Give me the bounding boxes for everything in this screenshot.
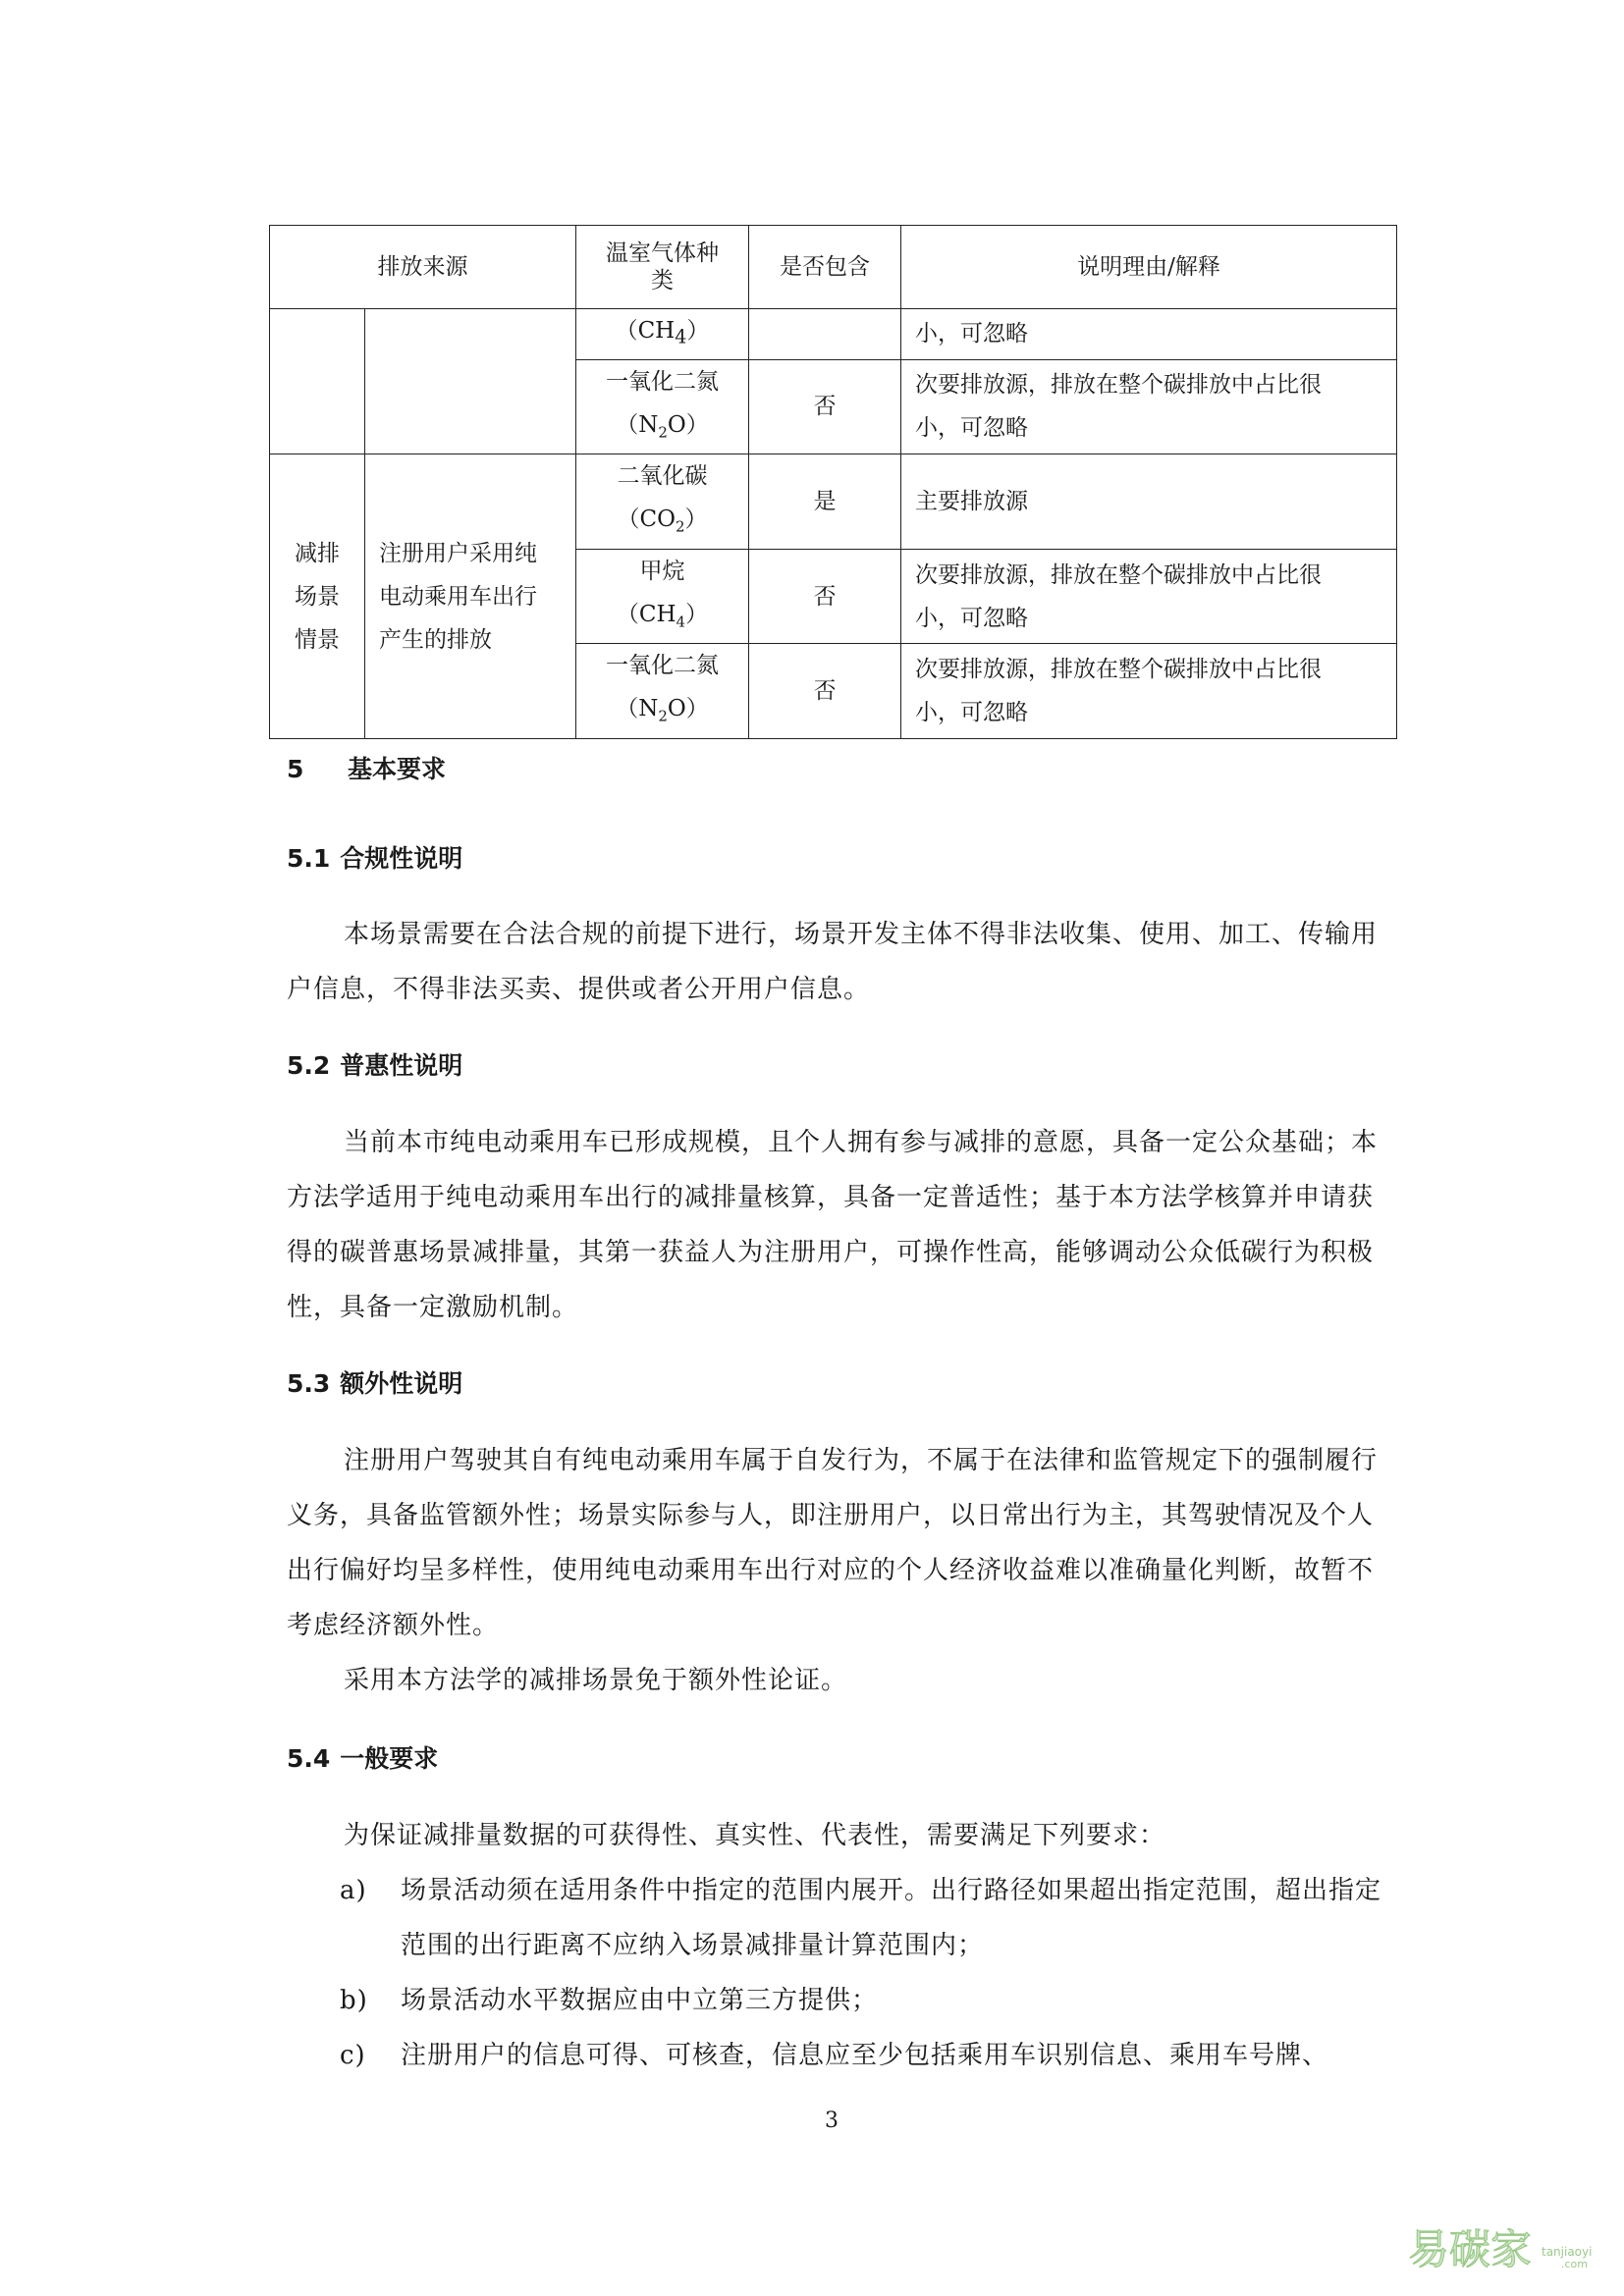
- watermark-logo: [1404, 2218, 1610, 2277]
- gas-cell: [576, 309, 749, 360]
- gas-name: 一氧化二氮: [606, 368, 719, 395]
- emission-table: [269, 225, 1397, 739]
- gas-cell: [576, 549, 749, 644]
- header-gas: 温室气体种类: [576, 226, 749, 309]
- section-5-heading: 5 基本要求: [287, 755, 447, 783]
- page-number: 3: [825, 2109, 839, 2133]
- scenario-category-cell: 减排 场景 情景: [270, 454, 365, 739]
- included-cell: 否: [749, 549, 901, 644]
- continued-category-cell: [270, 309, 365, 454]
- header-explanation: 说明理由/解释: [901, 226, 1397, 309]
- requirement-item-a: a) 场景活动须在适用条件中指定的范围内展开。出行路径如果超出指定范围，超出指定范围的出行距离不应纳入场景减排量计算范围内；: [340, 1876, 1382, 1960]
- included-cell: 是: [749, 454, 901, 550]
- included-cell: 否: [749, 644, 901, 739]
- gas-cell: [576, 359, 749, 454]
- section-5-2-heading: 5.2 普惠性说明: [287, 1051, 463, 1080]
- gas-formula: $(CH_4)$: [616, 601, 709, 631]
- section-5-1-paragraph: 本场景需要在合法合规的前提下进行，场景开发主体不得非法收集、使用、加工、传输用户信息，不得非法买卖、提供或者公开用户信息。: [287, 920, 1379, 1004]
- header-included: 是否包含: [749, 226, 901, 309]
- gas-formula: $(N_2O)$: [616, 411, 709, 442]
- scenario-source-cell: 注册用户采用纯 电动乘用车出行 产生的排放: [365, 454, 576, 739]
- gas-name: 一氧化二氮: [606, 653, 719, 679]
- continued-source-cell: [365, 309, 576, 454]
- section-5-1-heading: 5.1 合规性说明: [287, 844, 463, 873]
- explanation-cell: 主要排放源: [901, 454, 1397, 550]
- header-source: 排放来源: [270, 226, 576, 309]
- section-5-2-paragraph: 当前本市纯电动乘用车已形成规模，且个人拥有参与减排的意愿，具备一定公众基础；本方法学适用于纯电动乘用车出行的减排量核算，具备一定普适性；基于本方法学核算并申请获得的碳普惠场景减排量，其第一获益人为注册用户，可操作性高，能够调动公众低碳行为积极性，具备一定激励机制。: [287, 1128, 1379, 1322]
- section-5-3-paragraph: 注册用户驾驶其自有纯电动乘用车属于自发行为，不属于在法律和监管规定下的强制履行义务，具备监管额外性；场景实际参与人，即注册用户，以日常出行为主，其驾驶情况及个人出行偏好均呈多样性，使用纯电动乘用车出行对应的个人经济收益难以准确量化判断，故暂不考虑经济额外性。: [287, 1446, 1379, 1640]
- included-cell: 否: [749, 359, 901, 454]
- watermark-tld: .com: [1561, 2258, 1588, 2270]
- section-5-3-paragraph-2: 采用本方法学的减排场景免于额外性论证。: [344, 1666, 848, 1695]
- gas-formula: $(CH_4)$: [615, 318, 710, 348]
- gas-cell: [576, 454, 749, 550]
- included-cell: [749, 309, 901, 360]
- explanation-cell: 次要排放源，排放在整个碳排放中占比很 小，可忽略: [901, 359, 1397, 454]
- explanation-cell: 次要排放源，排放在整个碳排放中占比很 小，可忽略: [901, 644, 1397, 739]
- gas-formula: $(CO_2)$: [617, 507, 708, 536]
- gas-name: 甲烷: [639, 558, 685, 584]
- table-header-row: [270, 226, 1397, 309]
- explanation-cell: 小，可忽略: [901, 309, 1397, 360]
- section-5-3-heading: 5.3 额外性说明: [287, 1369, 463, 1398]
- watermark-brand: 易碳家: [1408, 2225, 1533, 2273]
- requirement-item-b: b) 场景活动水平数据应由中立第三方提供；: [340, 1986, 879, 2015]
- gas-formula: $(N_2O)$: [616, 696, 709, 725]
- section-5-4-intro: 为保证减排量数据的可获得性、真实性、代表性，需要满足下列要求：: [344, 1821, 1166, 1850]
- table-row: [270, 309, 1397, 360]
- section-5-4-heading: 5.4 一般要求: [287, 1744, 439, 1773]
- table-row: [270, 454, 1397, 550]
- explanation-cell: 次要排放源，排放在整个碳排放中占比很 小，可忽略: [901, 549, 1397, 644]
- watermark-domain: tanjiaoyi: [1542, 2245, 1593, 2259]
- gas-name: 二氧化碳: [617, 463, 708, 490]
- requirement-item-c: c) 注册用户的信息可得、可核查，信息应至少包括乘用车识别信息、乘用车号牌、: [340, 2041, 1329, 2070]
- gas-cell: [576, 644, 749, 739]
